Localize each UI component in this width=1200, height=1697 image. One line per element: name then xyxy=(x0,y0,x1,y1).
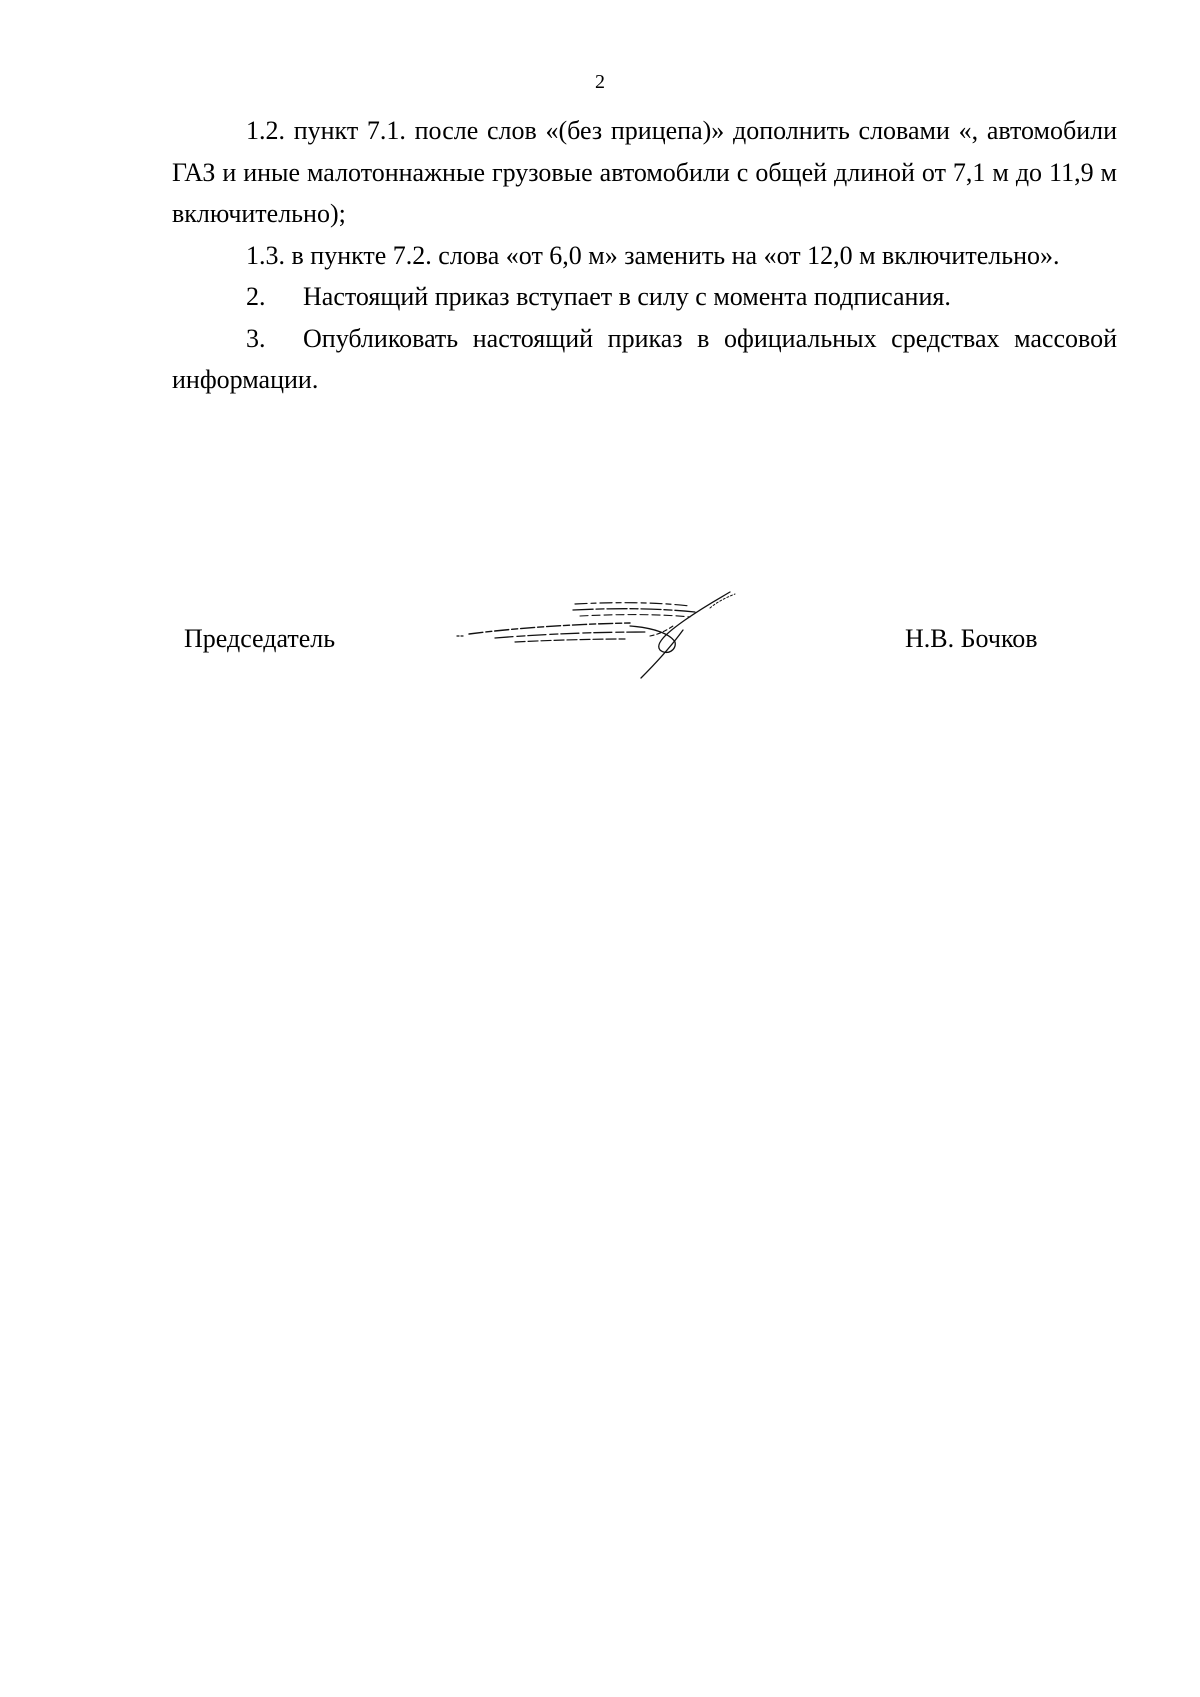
signatory-title: Председатель xyxy=(184,624,336,653)
paragraph-3 xyxy=(172,318,1117,401)
handwritten-signature xyxy=(455,590,755,680)
paragraph-number: 3. xyxy=(246,323,266,353)
paragraph-1-3: 1.3. в пункте 7.2. слова «от 6,0 м» заменить на «от 12,0 м включительно». xyxy=(246,240,1060,270)
paragraph-2 xyxy=(172,276,1117,318)
paragraph-text: Опубликовать настоящий приказ в официальных средствах массовой информации. xyxy=(172,323,1117,394)
document-body xyxy=(172,110,1117,401)
signature-block xyxy=(0,590,1200,680)
paragraph-number: 2. xyxy=(246,282,266,311)
paragraph-1-2: 1.2. пункт 7.1. после слов «(без прицепа)» дополнить словами «, автомобили ГАЗ и иные малотоннажные грузовые автомобили с общей длиной от 7,1 м до 11,9 м включительно); xyxy=(172,116,1117,228)
page-number: 2 xyxy=(595,71,605,93)
signatory-name: Н.В. Бочков xyxy=(905,624,1038,653)
paragraph-text: Настоящий приказ вступает в силу с момента подписания. xyxy=(303,282,951,311)
